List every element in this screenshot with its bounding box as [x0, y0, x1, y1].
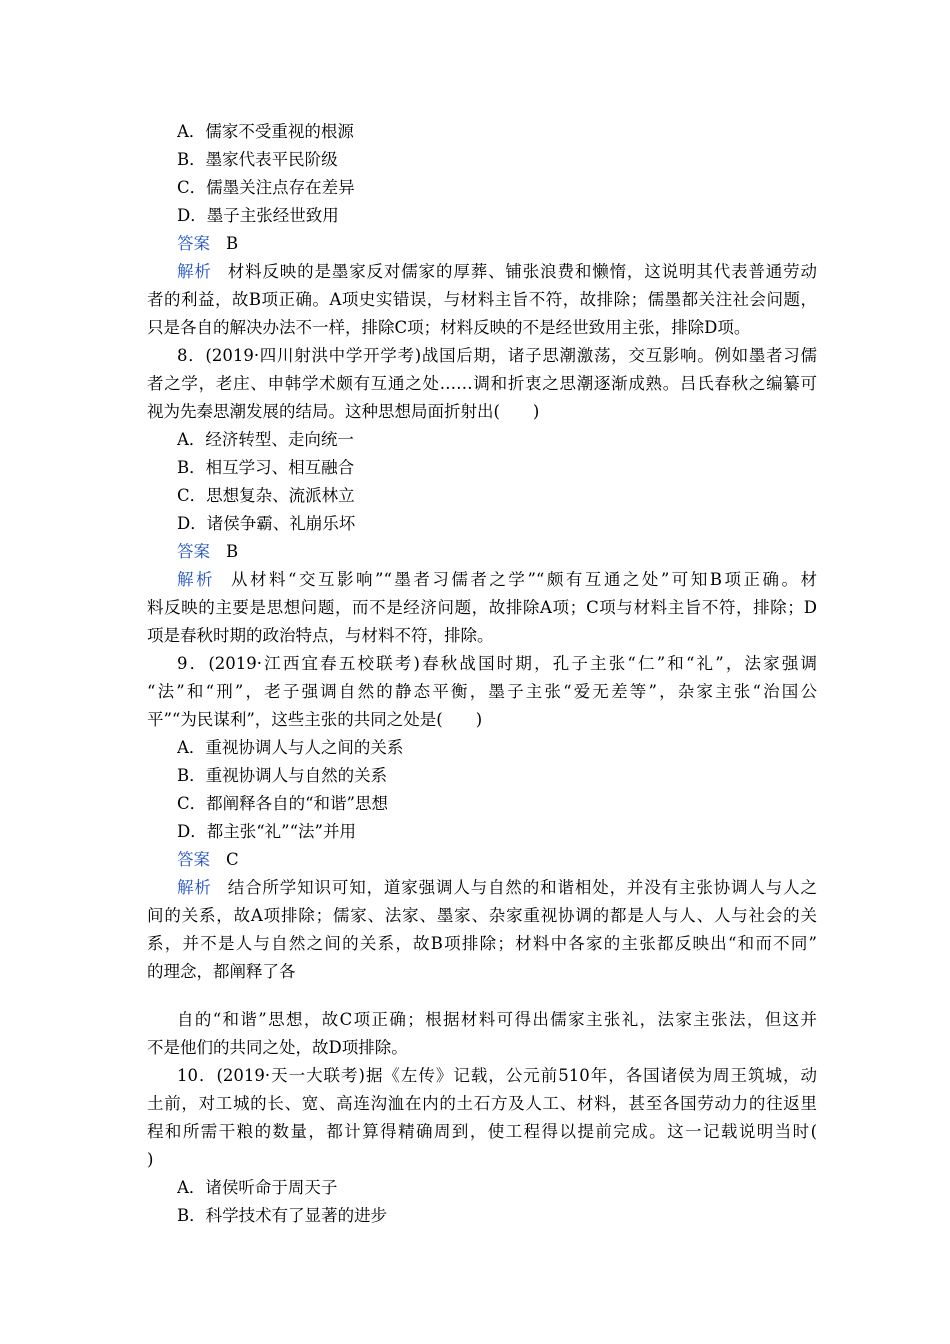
q9-answer-line	[177, 846, 847, 874]
q9-analysis-line-5: 自的“和谐”思想，故C项正确；根据材料可得出儒家主张礼，法家主张法，但这并	[177, 1010, 817, 1029]
q9-answer: C	[226, 850, 239, 869]
q9-analysis-line-4: 的理念，都阐释了各	[147, 962, 296, 981]
q9-stem-line-2: “法”和“刑”，老子强调自然的静态平衡，墨子主张“爱无差等”，杂家主张“治国公	[147, 682, 817, 701]
q8-stem-line-3: 视为先秦思潮发展的结局。这种思想局面折射出( )	[147, 402, 540, 421]
q9-analysis-line-2: 间的关系，故A项排除；儒家、法家、墨家、杂家重视协调的都是人与人、人与社会的关	[147, 906, 817, 925]
q9-stem-line-1: 9．(2019·江西宜春五校联考)春秋战国时期，孔子主张“仁”和“礼”，法家强调	[177, 654, 817, 673]
q8-option-d: D．诸侯争霸、礼崩乐坏	[177, 514, 356, 533]
q7-answer-line	[177, 230, 847, 258]
q7-analysis-line-3: 只是各自的解决办法不一样，排除C项；材料反映的不是经世致用主张，排除D项。	[147, 318, 751, 337]
q7-option-b: B．墨家代表平民阶级	[177, 150, 338, 169]
q8-option-b: B．相互学习、相互融合	[177, 458, 355, 477]
q8-stem-line-2: 者之学，老庄、申韩学术颇有互通之处……调和折衷之思潮逐渐成熟。吕氏春秋之编纂可	[147, 374, 817, 393]
q7-option-c: C．儒墨关注点存在差异	[177, 178, 355, 197]
q9-option-d: D．都主张“礼”“法”并用	[177, 822, 356, 841]
q9-option-c: C．都阐释各自的“和谐”思想	[177, 794, 388, 813]
q10-stem-line-2: 土前，对工城的长、宽、高连沟洫在内的土石方及人工、材料，甚至各国劳动力的往返里	[147, 1094, 817, 1113]
q9-stem-line-3: 平”“为民谋利”，这些主张的共同之处是( )	[147, 710, 483, 729]
answer-label: 答案	[177, 234, 210, 253]
q8-option-c: C．思想复杂、流派林立	[177, 486, 355, 505]
q8-stem-line-1: 8．(2019·四川射洪中学开学考)战国后期，诸子思潮激荡，交互影响。例如墨者习儒	[177, 346, 817, 365]
q10-option-b: B．科学技术有了显著的进步	[177, 1206, 388, 1225]
q10-option-a: A．诸侯听命于周天子	[177, 1178, 338, 1197]
q8-answer: B	[226, 542, 239, 561]
q9-analysis-line-3: 系，并不是人与自然之间的关系，故B项排除；材料中各家的主张都反映出“和而不同”	[147, 934, 817, 953]
q7-answer: B	[226, 234, 239, 253]
analysis-label: 解析	[177, 570, 216, 589]
q8-option-a: A．经济转型、走向统一	[177, 430, 354, 449]
q9-option-b: B．重视协调人与自然的关系	[177, 766, 388, 785]
q7-option-d: D．墨子主张经世致用	[177, 206, 339, 225]
analysis-label: 解析	[177, 262, 212, 281]
q7-option-a: A．儒家不受重视的根源	[177, 122, 354, 141]
q10-stem-line-3: 程和所需干粮的数量，都计算得精确周到，使工程得以提前完成。这一记载说明当时(	[147, 1122, 817, 1141]
analysis-label: 解析	[177, 878, 212, 897]
q8-analysis-line-3: 项是春秋时期的政治特点，与材料不符，排除。	[147, 626, 494, 645]
q7-analysis-line-2: 者的利益，故B项正确。A项史实错误，与材料主旨不符，故排除；儒墨都关注社会问题，	[147, 290, 817, 309]
q10-stem-line-4: )	[147, 1150, 154, 1169]
q7-analysis-line-1: 解析 材料反映的是墨家反对儒家的厚葬、铺张浪费和懒惰，这说明其代表普通劳动	[177, 262, 817, 281]
q10-stem-line-1: 10．(2019·天一大联考)据《左传》记载，公元前510年，各国诸侯为周王筑城，动	[177, 1066, 817, 1085]
q8-analysis-line-1: 解析 从材料“交互影响”“墨者习儒者之学”“颇有互通之处”可知B项正确。材	[177, 570, 817, 589]
q8-answer-line	[177, 538, 847, 566]
q9-analysis-line-6: 不是他们的共同之处，故D项排除。	[147, 1038, 408, 1057]
q9-analysis-line-1: 解析 结合所学知识可知，道家强调人与自然的和谐相处，并没有主张协调人与人之	[177, 878, 817, 897]
q8-analysis-line-2: 料反映的主要是思想问题，而不是经济问题，故排除A项；C项与材料主旨不符，排除；D	[147, 598, 817, 617]
answer-label: 答案	[177, 850, 210, 869]
answer-label: 答案	[177, 542, 210, 561]
q9-option-a: A．重视协调人与人之间的关系	[177, 738, 404, 757]
